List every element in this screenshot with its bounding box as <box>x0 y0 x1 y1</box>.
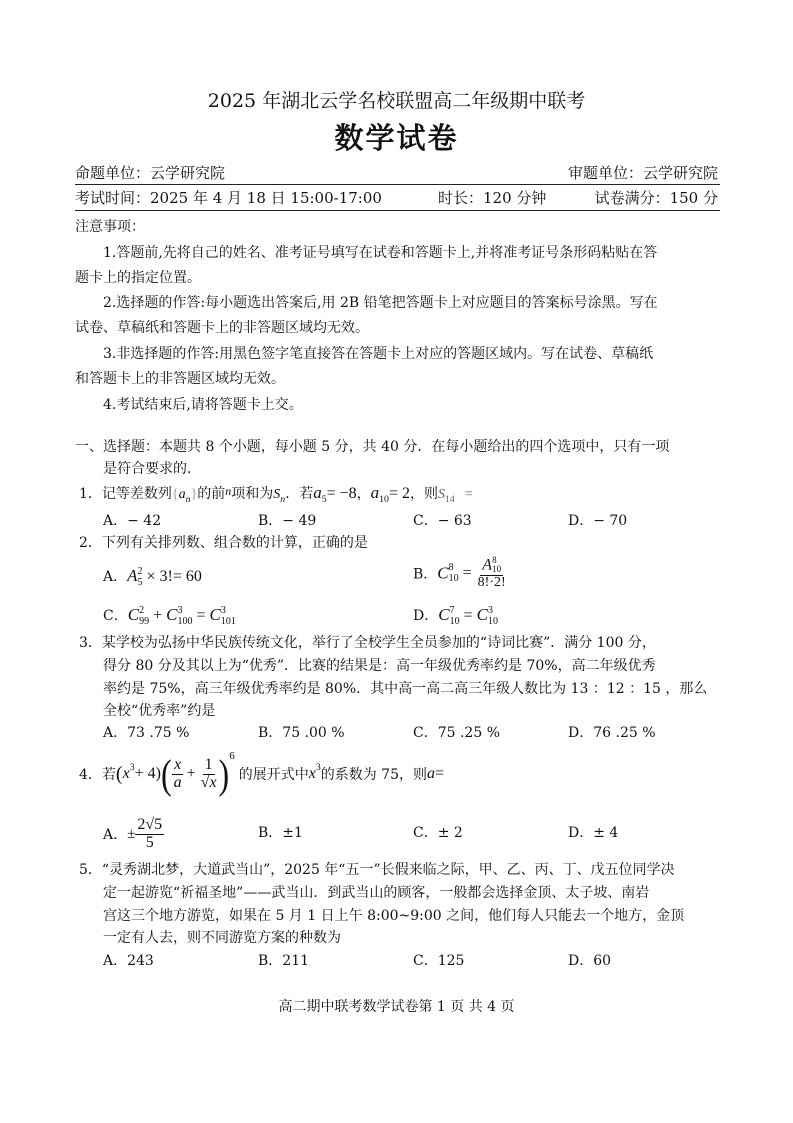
q4-text-2: 的展开式中 <box>238 767 309 783</box>
q1-a5: a <box>313 483 322 502</box>
q2-b-num-a: A <box>482 556 493 574</box>
question-4-stem <box>79 749 445 797</box>
author-unit: 命题单位：云学研究院 <box>75 164 226 182</box>
q2-b-numerator <box>480 556 503 576</box>
exam-time: 考试时间：2025 年 4 月 18 日 15:00-17:00 <box>75 189 382 207</box>
q4-a-pm: ± <box>127 825 136 842</box>
q4-x-b: x <box>308 765 316 782</box>
q4-a-numerator: 2√5 <box>137 815 163 833</box>
q2-option-d[interactable] <box>413 605 498 627</box>
q4-frac2-den: √x <box>200 773 217 791</box>
q3-option-c[interactable]: C．75 .25 % <box>413 725 500 741</box>
exam-duration: 时长：120 分钟 <box>438 189 547 207</box>
q2-d-t2-sub: 10 <box>487 616 498 627</box>
q4-frac2-num: 1 <box>204 755 213 773</box>
q2-a-perm: A <box>127 566 138 585</box>
q2-a-rest: × 3!= 60 <box>142 568 202 585</box>
q1-text-4: ．若 <box>285 486 314 502</box>
question-2-stem: 2．下列有关排列数、组合数的计算，正确的是 <box>79 535 368 551</box>
q3-option-d[interactable]: D．76 .25 % <box>568 725 656 741</box>
q2-d-term-2-scripts <box>488 605 498 627</box>
q2-c-term-1-scripts <box>139 605 149 627</box>
q2-c-term-3-scripts <box>221 605 236 627</box>
q4-frac-den: a <box>173 773 182 791</box>
q4-text-1: 若 <box>101 767 116 783</box>
q1-sn-sub: n <box>280 493 286 505</box>
q1-option-c[interactable]: C．− 63 <box>413 513 472 529</box>
notice-item-4-line-1: 4.考试结束后,请将答题卡上交。 <box>103 397 303 413</box>
q1-comma: ， <box>356 486 371 502</box>
full-score: 试卷满分：150 分 <box>594 189 718 207</box>
q2-c-term-1: C <box>127 605 140 624</box>
q2-c-t2-sub: 100 <box>177 616 193 627</box>
notice-item-1-line-2: 题卡上的指定位置。 <box>75 270 201 286</box>
q4-text-4: = <box>434 765 445 782</box>
q1-eq-2: = 2 <box>388 485 410 502</box>
q2-option-c[interactable] <box>103 605 236 627</box>
q1-option-d[interactable]: D．− 70 <box>568 513 628 529</box>
question-5-line-3: 宫这三个地方游览，如果在 5 月 1 日上午 8:00~9:00 之间，他们每人只能去一个地方，金顶 <box>103 908 685 924</box>
q1-n: n <box>225 484 232 498</box>
q2-b-eq: = <box>458 564 476 582</box>
q3-option-a[interactable]: A．73 .75 % <box>103 725 190 741</box>
q1-s14: S <box>437 487 445 502</box>
q4-x-b-sup: 3 <box>315 762 321 773</box>
q1-option-b[interactable]: B．− 49 <box>258 513 317 529</box>
q2-c-t3-sub: 101 <box>220 616 236 627</box>
q1-s14-sub: 14 <box>444 493 455 505</box>
q2-c-t2-sup: 3 <box>177 605 183 616</box>
q4-a: a <box>426 765 435 782</box>
q4-paren-2-close: ) <box>218 749 230 797</box>
q4-paren-1-open: ( <box>115 762 123 785</box>
q1-text-1: 记等差数列 <box>101 486 172 502</box>
header-rule-bottom <box>75 210 720 211</box>
q1-eq-1: = −8 <box>326 485 357 502</box>
q5-option-c[interactable]: C．125 <box>413 953 465 969</box>
notice-item-2-line-1: 2.选择题的作答:每小题选出答案后,用 2B 铅笔把答题卡上对应题目的答案标号涂黑。写在 <box>103 295 658 311</box>
q4-text-3: 的系数为 75，则 <box>320 767 427 783</box>
q2-d-term-1: C <box>438 605 450 624</box>
q4-frac-x-over-a <box>172 757 184 792</box>
exam-title: 2025 年湖北云学名校联盟高二年级期中联考 <box>207 90 586 112</box>
q2-c-eq: = <box>192 607 210 624</box>
q2-c-term-2: C <box>166 605 178 624</box>
q2-b-denominator: 8!·2! <box>477 574 506 590</box>
q2-b-sup: 8 <box>448 562 454 574</box>
q4-x-sup: 3 <box>129 762 135 773</box>
q4-frac-num: x <box>174 755 182 773</box>
q2-b-comb: C <box>437 563 449 583</box>
q2-d-label: D． <box>413 608 439 624</box>
section-heading-line-2: 是符合要求的． <box>103 461 201 477</box>
q4-x: x <box>122 765 130 782</box>
question-3-line-1: 3．某学校为弘扬中华民族传统文化，举行了全校学生全员参加的“诗词比赛”．满分 100 分， <box>79 635 656 651</box>
q2-c-t3-sup: 3 <box>220 605 226 616</box>
q2-a-label: A． <box>103 569 128 585</box>
question-5-line-1: 5．“灵秀湖北梦，大道武当山”，2025 年“五一”长假来临之际，甲、乙、丙、丁、戊五位同学决 <box>79 862 675 878</box>
q5-option-a[interactable]: A．243 <box>103 953 154 969</box>
q2-b-scripts <box>449 562 459 584</box>
q2-d-t1-sub: 10 <box>449 616 460 627</box>
q2-d-t1-sup: 7 <box>449 605 455 616</box>
q4-plus-4: + 4) <box>134 765 161 782</box>
q2-c-term-2-scripts <box>177 605 192 627</box>
q2-d-eq: = <box>459 607 477 624</box>
question-5-line-2: 定一起游览“祈福圣地”——武当山．到武当山的顾客，一般都会选择金顶、太子坡、南岩 <box>103 885 650 901</box>
q4-option-c[interactable]: C．± 2 <box>413 825 463 841</box>
q1-a10: a <box>370 483 380 502</box>
q2-b-label: B． <box>413 566 438 583</box>
page-footer: 高二期中联考数学试卷第 1 页 共 4 页 <box>278 999 515 1015</box>
q2-d-term-2: C <box>476 605 488 624</box>
q4-plus: + <box>186 765 196 782</box>
q2-b-num-sub: 10 <box>492 564 502 575</box>
q3-option-b[interactable]: B．75 .00 % <box>258 725 345 741</box>
notice-item-3-line-1: 3.非选择题的作答:用黑色签字笔直接答在答题卡上对应的答题区域内。写在试卷、草稿纸 <box>103 346 654 362</box>
q1-text-3: 项和为 <box>231 486 274 502</box>
question-4-number: 4． <box>79 767 102 783</box>
q4-frac-1-over-sqrt-x <box>199 757 219 792</box>
q2-c-t1-sub: 99 <box>139 616 150 627</box>
q4-paren-2-open: ( <box>160 749 172 797</box>
q5-option-d[interactable]: D．60 <box>568 953 612 969</box>
q2-c-label: C． <box>103 608 128 624</box>
notice-item-2-line-2: 试卷、草稿纸和答题卡上的非答题区域均无效。 <box>75 320 369 336</box>
question-1-stem <box>79 483 473 505</box>
q1-brace-right: } <box>190 487 198 502</box>
q1-eq-3: = <box>464 487 473 502</box>
notice-item-1-line-1: 1.答题前,先将自己的姓名、准考证号填写在试卷和答题卡上,并将准考证号条形码粘贴在答 <box>103 245 658 261</box>
q1-sn: S <box>273 487 281 502</box>
q4-option-b[interactable]: B．±1 <box>258 825 303 841</box>
q2-a-sup: 2 <box>137 566 143 577</box>
question-3-line-2: 得分 80 分及其以上为“优秀”．比赛的结果是：高一年级优秀率约是 70%，高二年级优秀 <box>103 658 656 674</box>
q4-option-a[interactable] <box>103 812 164 856</box>
q2-b-sub: 10 <box>448 573 459 585</box>
q1-text-2: 的前 <box>197 486 226 502</box>
section-heading-line-1: 一、选择题：本题共 8 个小题，每小题 5 分，共 40 分．在每小题给出的四个选项中，只有一项 <box>75 439 670 455</box>
question-3-line-4: 全校“优秀率”约是 <box>103 703 216 719</box>
q2-option-a[interactable] <box>103 566 202 588</box>
q2-d-t2-sup: 3 <box>487 605 493 616</box>
q1-brace-left: { <box>171 487 179 502</box>
header-rule-top <box>75 184 720 185</box>
subject-title: 数学试卷 <box>334 121 459 155</box>
q4-a-denominator: 5 <box>145 833 154 851</box>
q2-d-term-1-scripts <box>450 605 460 627</box>
notice-heading: 注意事项： <box>75 219 145 235</box>
q4-a-fraction <box>135 817 164 852</box>
q1-an: a <box>178 487 186 502</box>
q2-c-term-3: C <box>209 605 221 624</box>
review-unit: 审题单位：云学研究院 <box>567 164 718 182</box>
q1-a10-sub: 10 <box>379 493 389 505</box>
q1-an-sub: n <box>185 493 191 505</box>
question-3-line-3: 率约是 75%，高三年级优秀率约是 80%．其中高一高二高三年级人数比为 13 ：12 ：15 ，那么 <box>103 681 708 697</box>
q2-c-plus: + <box>149 607 167 624</box>
q1-a5-sub: 5 <box>321 493 327 505</box>
q4-a-label: A． <box>103 827 128 843</box>
notice-item-3-line-2: 和答题卡上的非答题区域均无效。 <box>75 371 285 387</box>
q2-option-b[interactable] <box>413 556 508 591</box>
question-5-line-4: 一定有人去，则不同游览方案的种数为 <box>103 930 341 946</box>
q2-b-num-scripts <box>492 556 501 575</box>
q4-pow: 6 <box>229 750 235 762</box>
q2-c-t1-sup: 2 <box>139 605 145 616</box>
q1-text-5: ，则 <box>409 486 438 502</box>
q2-a-sub: 5 <box>137 577 143 588</box>
q5-option-b[interactable]: B．211 <box>258 953 310 969</box>
q2-b-fraction <box>476 556 508 591</box>
q2-b-num-sup: 8 <box>492 555 497 565</box>
q1-option-a[interactable]: A．− 42 <box>103 513 162 529</box>
question-1-number: 1． <box>79 486 102 502</box>
q4-option-d[interactable]: D．± 4 <box>568 825 619 841</box>
